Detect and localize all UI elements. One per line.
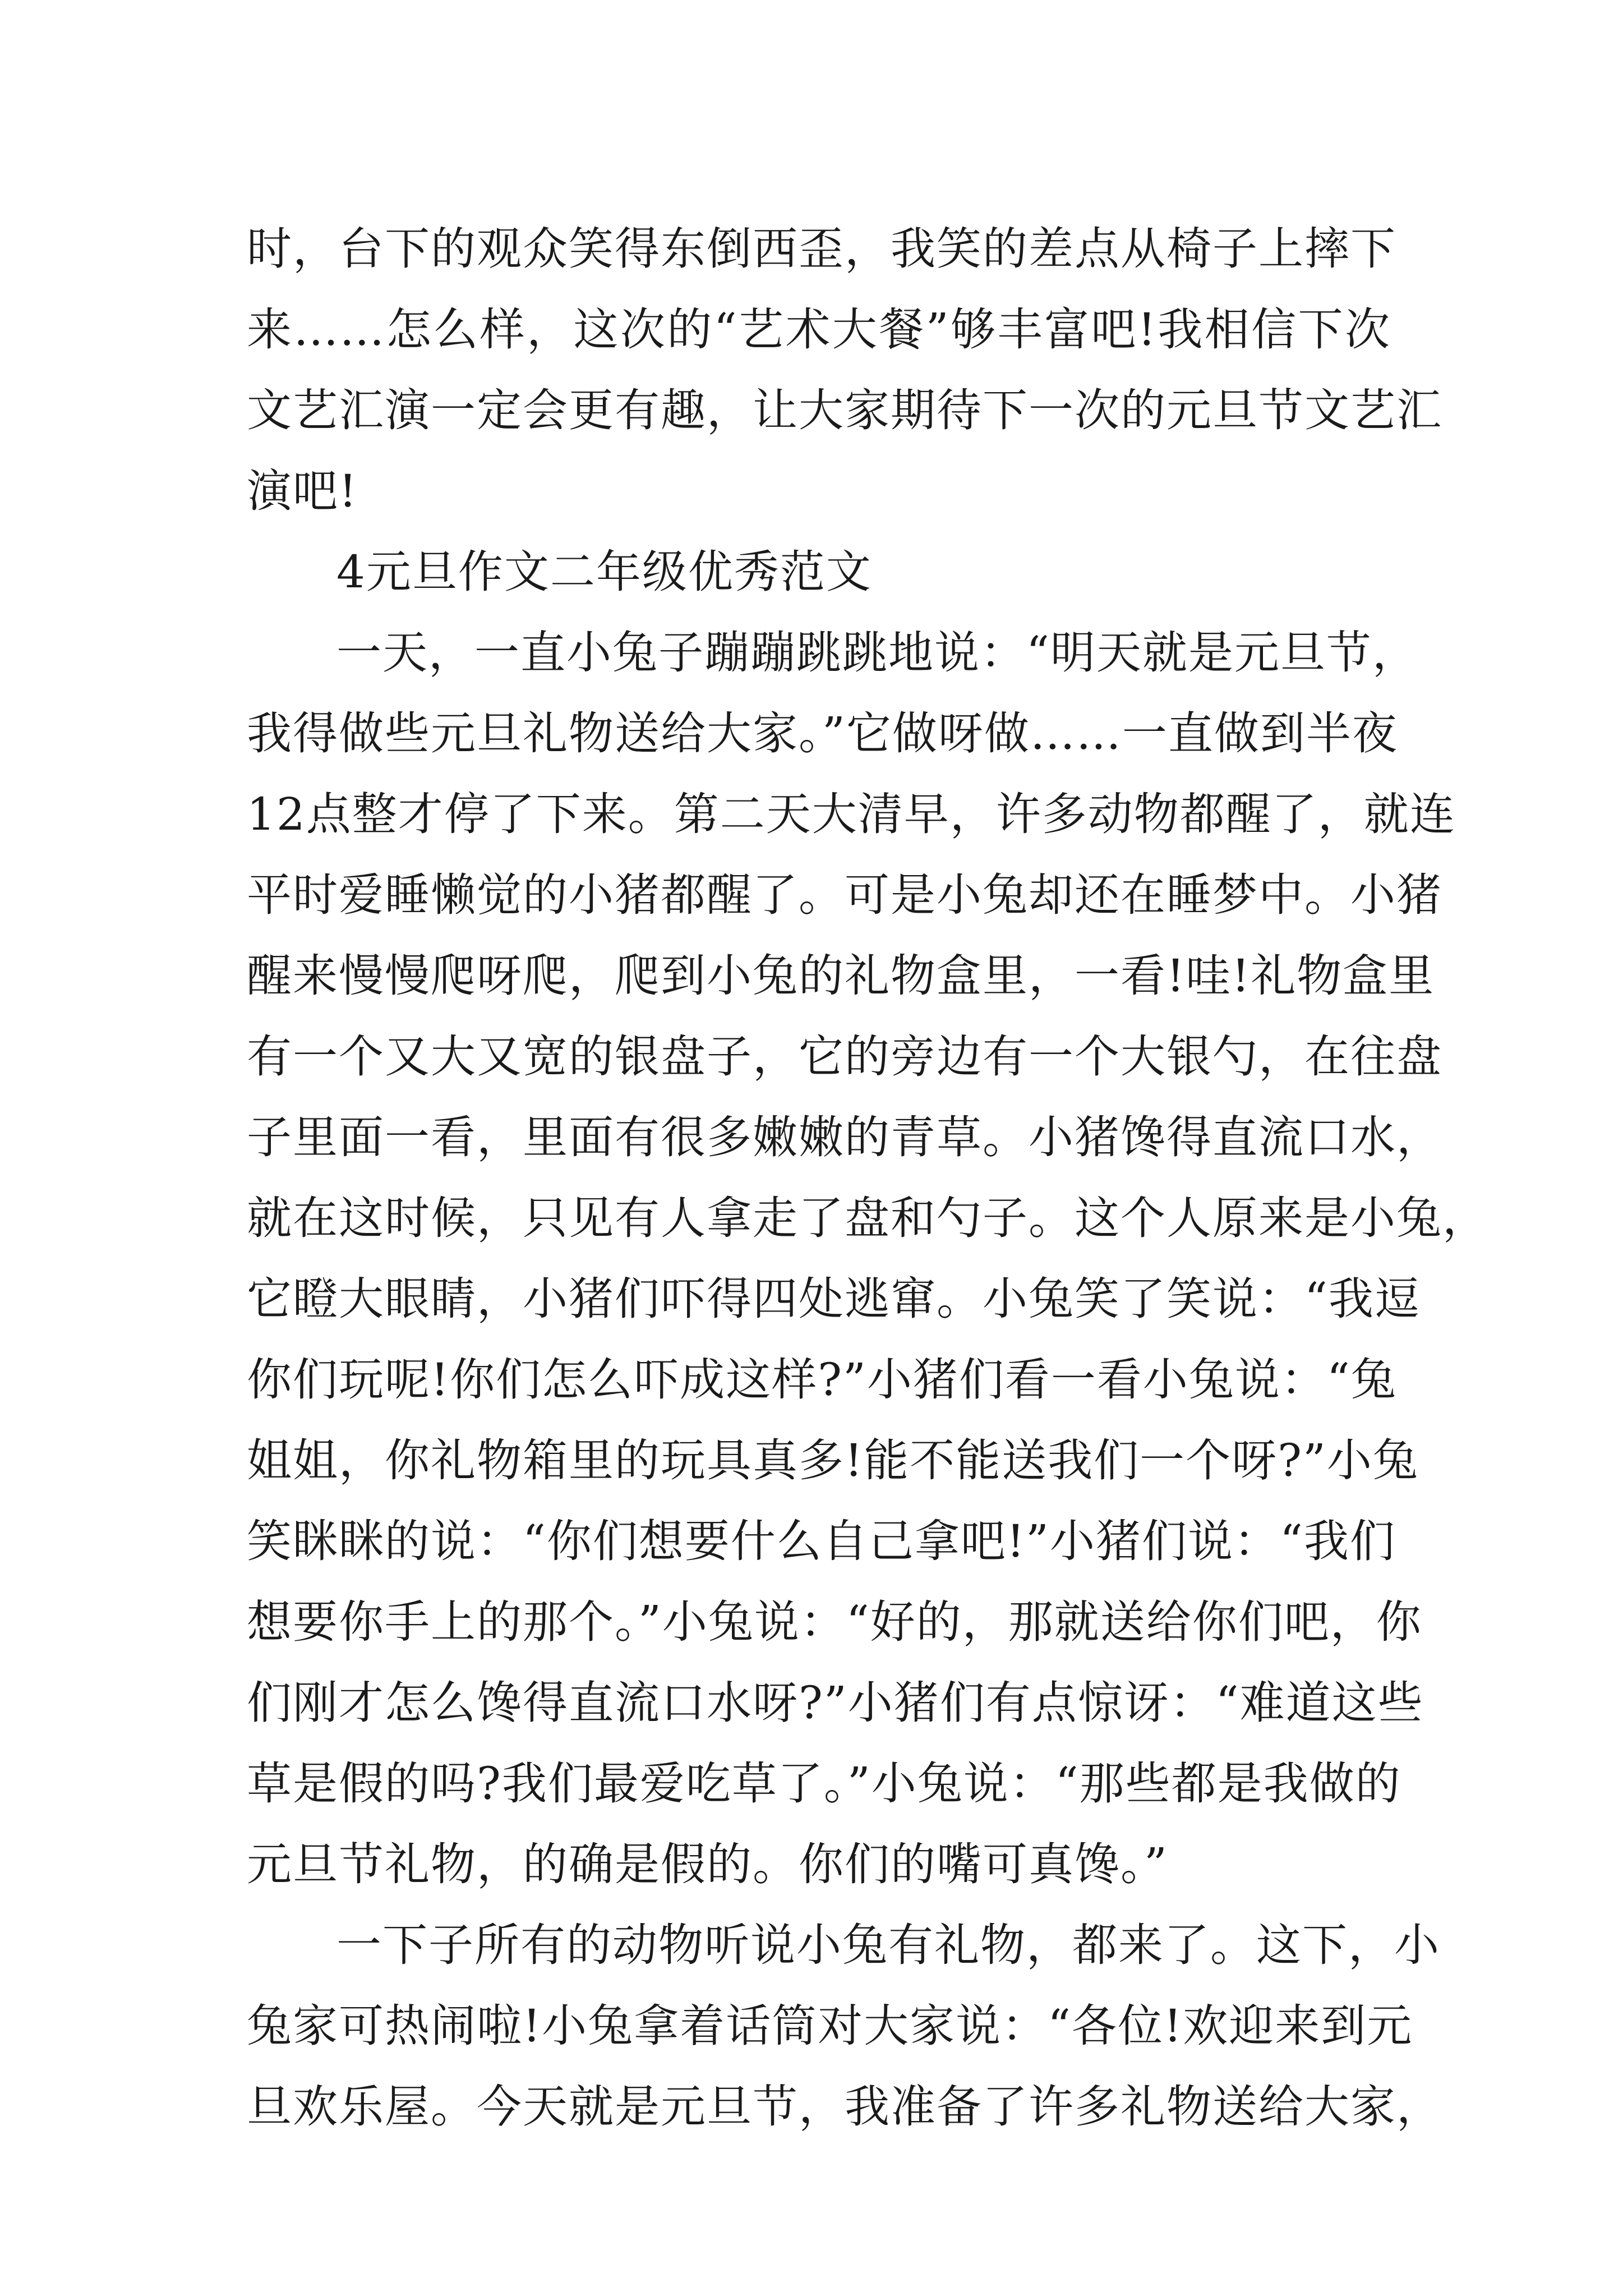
text-line: 一下子所有的动物听说小兔有礼物，都来了。这下，小 [336,1919,1440,1971]
text-line: 姐姐，你礼物箱里的玩具真多!能不能送我们一个呀?”小兔 [247,1434,1419,1487]
text-line: 12点整才停了下来。第二天大清早，许多动物都醒了，就连 [247,788,1456,840]
continued-paragraph [247,209,1442,532]
text-line: 兔家可热闹啦!小兔拿着话筒对大家说：“各位!欢迎来到元 [247,2000,1413,2052]
text-line: 草是假的吗?我们最爱吃草了。”小兔说：“那些都是我做的 [247,1757,1401,1810]
text-line: 它瞪大眼睛，小猪们吓得四处逃窜。小兔笑了笑说：“我逗 [247,1273,1421,1325]
text-line: 平时爱睡懒觉的小猪都醒了。可是小兔却还在睡梦中。小猪 [247,869,1442,921]
text-line: 一天，一直小兔子蹦蹦跳跳地说：“明天就是元旦节， [336,627,1418,679]
text-line: 旦欢乐屋。今天就是元旦节，我准备了许多礼物送给大家， [247,2081,1442,2133]
story-paragraph-1 [247,613,1488,1905]
text-line: 演吧! [247,465,358,517]
text-line: 有一个又大又宽的银盘子，它的旁边有一个大银勺，在往盘 [247,1030,1442,1083]
text-column [247,209,1488,2147]
text-line: 文艺汇演一定会更有趣，让大家期待下一次的元旦节文艺汇 [247,384,1442,436]
story-paragraph-2 [247,1905,1442,2147]
text-line: 们刚才怎么馋得直流口水呀?”小猪们有点惊讶：“难道这些 [247,1677,1424,1729]
text-line: 笑眯眯的说：“你们想要什么自己拿吧!”小猪们说：“我们 [247,1515,1396,1567]
text-line: 元旦节礼物，的确是假的。你们的嘴可真馋。” [247,1838,1168,1890]
text-line: 就在这时候，只见有人拿走了盘和勺子。这个人原来是小兔， [247,1192,1488,1244]
text-line: 时，台下的观众笑得东倒西歪，我笑的差点从椅子上摔下 [247,223,1396,275]
text-line: 醒来慢慢爬呀爬，爬到小兔的礼物盒里，一看!哇!礼物盒里 [247,950,1435,1002]
text-line: 你们玩呢!你们怎么吓成这样?”小猪们看一看小兔说：“兔 [247,1354,1397,1406]
text-line: 想要你手上的那个。”小兔说：“好的，那就送给你们吧，你 [247,1596,1422,1648]
text-line: 子里面一看，里面有很多嫩嫩的青草。小猪馋得直流口水， [247,1111,1442,1163]
text-line: 我得做些元旦礼物送给大家。”它做呀做……一直做到半夜 [247,707,1398,760]
text-line: 来……怎么样，这次的“艺术大餐”够丰富吧!我相信下次 [247,303,1391,356]
section-heading: 4元旦作文二年级优秀范文 [336,546,872,598]
